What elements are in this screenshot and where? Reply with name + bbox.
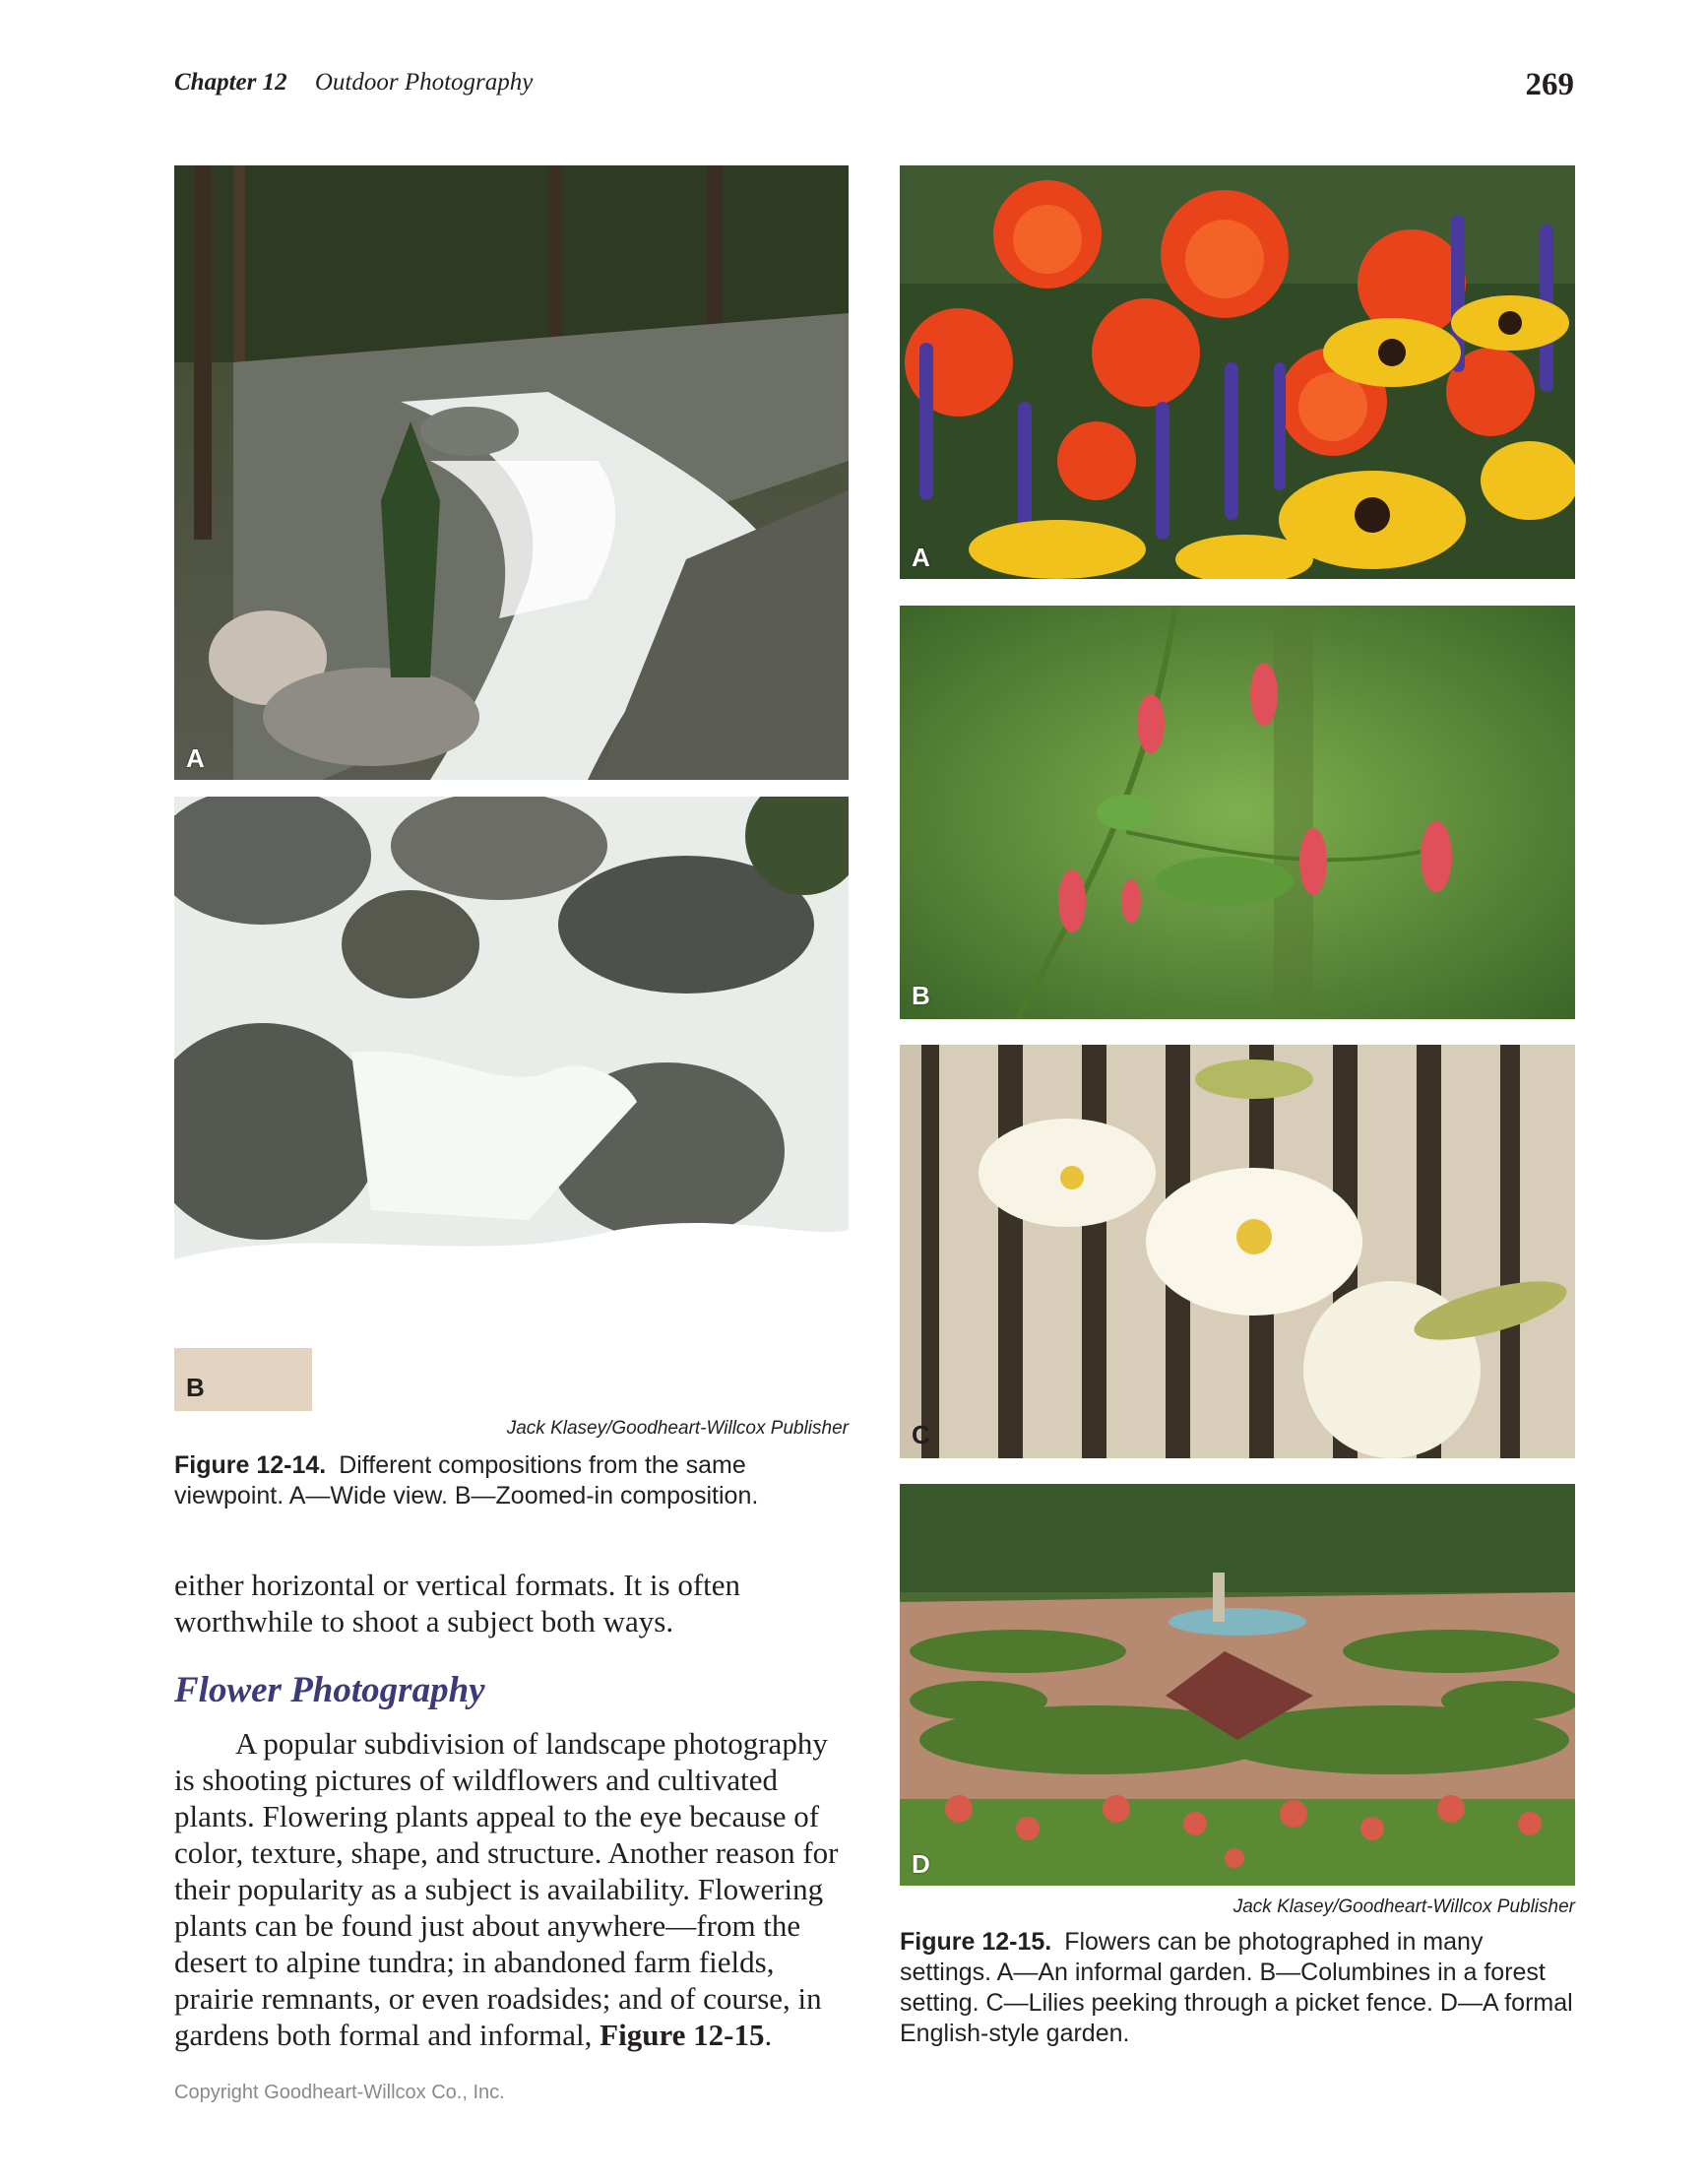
chapter-title: Outdoor Photography [314, 69, 534, 96]
figure-12-14-panel-a-label: A [186, 743, 205, 773]
chapter-number: Chapter 12 [174, 69, 287, 96]
paragraph-text: A popular subdivision of landscape photography is shooting pictures of wildflowers and cultivated plants. Flowering plants appeal to the eye because of color, texture, shape, and structure. Another reason for their popularity as a subject is availability. Flowering plants can be found just about anywhere—from the desert to alpine tundra; in abandoned farm fields, prairie remnants, or even roadsides; and of course, in gardens both formal and informal, [174, 1726, 839, 2052]
figure-12-15-panel-b-label: B [912, 981, 930, 1010]
stream-wide-view-photo [174, 165, 849, 780]
figure-12-14-credit: Jack Klasey/Goodheart-Willcox Publisher [506, 1418, 849, 1439]
page-number: 269 [1525, 67, 1574, 102]
figure-12-15-credit: Jack Klasey/Goodheart-Willcox Publisher [1232, 1896, 1575, 1917]
stream-zoomed-in-photo [174, 797, 849, 1411]
columbines-photo [900, 606, 1575, 1019]
figure-12-15-caption [900, 1927, 1579, 2049]
figure-12-14-caption [174, 1450, 853, 1511]
paragraph-end: . [764, 2018, 773, 2052]
figure-12-14-number: Figure 12-14. [174, 1451, 327, 1479]
figure-12-15-panel-a-label: A [912, 543, 930, 572]
continuation-paragraph: either horizontal or vertical formats. It is often worthwhile to shoot a subject both ways. [174, 1568, 741, 1638]
figure-12-15-panel-d-label: D [912, 1849, 930, 1879]
figure-12-15-caption-text: Flowers can be photographed in many settings. A—An informal garden. B—Columbines in a forest setting. C—Lilies peeking through a picket fence. D—A formal English-style garden. [900, 1928, 1573, 2047]
figure-12-15-number: Figure 12-15. [900, 1928, 1052, 1956]
flower-photography-paragraph [174, 1725, 853, 2053]
body-text-column [174, 1567, 853, 1639]
figure-reference: Figure 12-15 [600, 2018, 765, 2052]
formal-garden-photo [900, 1484, 1575, 1886]
figure-12-15-panel-c-label: C [912, 1420, 930, 1449]
informal-garden-flowers-photo [900, 165, 1575, 579]
section-heading: Flower Photography [174, 1670, 485, 1710]
lilies-picket-fence-photo [900, 1045, 1575, 1458]
copyright-footer: Copyright Goodheart-Willcox Co., Inc. [174, 2082, 505, 2103]
figure-12-14-caption-text: Different compositions from the same viewpoint. A—Wide view. B—Zoomed-in composition. [174, 1451, 759, 1510]
figure-12-14-panel-b-label: B [186, 1373, 205, 1402]
running-header [174, 69, 533, 96]
